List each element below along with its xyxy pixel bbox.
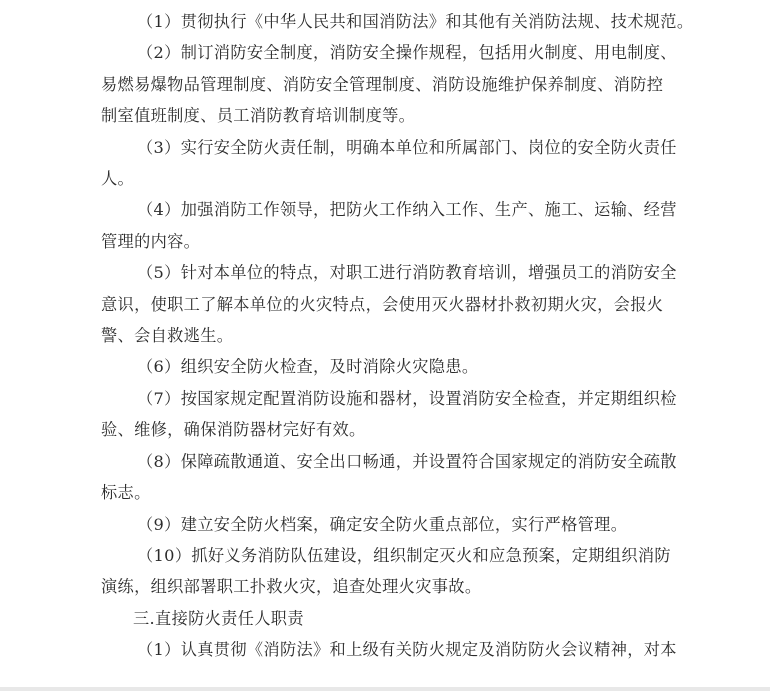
paragraph-line: （7）按国家规定配置消防设施和器材，设置消防安全检查，并定期组织检 — [137, 388, 677, 408]
paragraph-line: 标志。 — [101, 483, 151, 503]
paragraph-line: 人。 — [101, 169, 135, 189]
paragraph-line: （10）抓好义务消防队伍建设，组织制定灭火和应急预案，定期组织消防 — [137, 545, 671, 565]
list-item — [0, 6, 770, 37]
paragraph-line: （1）认真贯彻《消防法》和上级有关防火规定及消防防火会议精神，对本 — [137, 640, 677, 660]
paragraph-line: （6）组织安全防火检查，及时消除火灾隐患。 — [137, 357, 479, 377]
list-item — [0, 509, 770, 540]
paragraph-line: 制室值班制度、员工消防教育培训制度等。 — [101, 106, 416, 126]
paragraph-line: 演练，组织部署职工扑救火灾，追查处理火灾事故。 — [101, 577, 482, 597]
paragraph-line: 易燃易爆物品管理制度、消防安全管理制度、消防设施维护保养制度、消防控 — [101, 74, 664, 94]
paragraph-line: （3）实行安全防火责任制，明确本单位和所属部门、岗位的安全防火责任 — [137, 137, 677, 157]
paragraph-line: 管理的内容。 — [101, 231, 201, 251]
list-item — [0, 132, 770, 195]
list-item — [0, 194, 770, 257]
paragraph-line: （4）加强消防工作领导，把防火工作纳入工作、生产、施工、运输、经营 — [137, 200, 677, 220]
paragraph-line: （2）制订消防安全制度，消防安全操作规程，包括用火制度、用电制度、 — [137, 43, 677, 63]
paragraph-line: （9）建立安全防火档案，确定安全防火重点部位，实行严格管理。 — [137, 514, 628, 534]
list-item — [0, 37, 770, 131]
page-bottom-edge — [0, 687, 770, 691]
paragraph-line: 警、会自救逃生。 — [101, 326, 234, 346]
paragraph-line: （8）保障疏散通道、安全出口畅通，并设置符合国家规定的消防安全疏散 — [137, 451, 677, 471]
section-heading-text: 三.直接防火责任人职责 — [133, 608, 304, 628]
list-item — [0, 540, 770, 603]
list-item — [0, 383, 770, 446]
paragraph-line: 验、维修，确保消防器材完好有效。 — [101, 420, 366, 440]
paragraph-line: 意识，使职工了解本单位的火灾特点，会使用灭火器材扑救初期火灾，会报火 — [101, 294, 664, 314]
paragraph-line: （1）贯彻执行《中华人民共和国消防法》和其他有关消防法规、技术规范。 — [137, 12, 694, 31]
paragraph-line: （5）针对本单位的特点，对职工进行消防教育培训，增强员工的消防安全 — [137, 263, 677, 283]
list-item — [0, 634, 770, 665]
list-item — [0, 446, 770, 509]
list-item — [0, 351, 770, 382]
list-item — [0, 257, 770, 351]
section-heading — [0, 603, 770, 634]
